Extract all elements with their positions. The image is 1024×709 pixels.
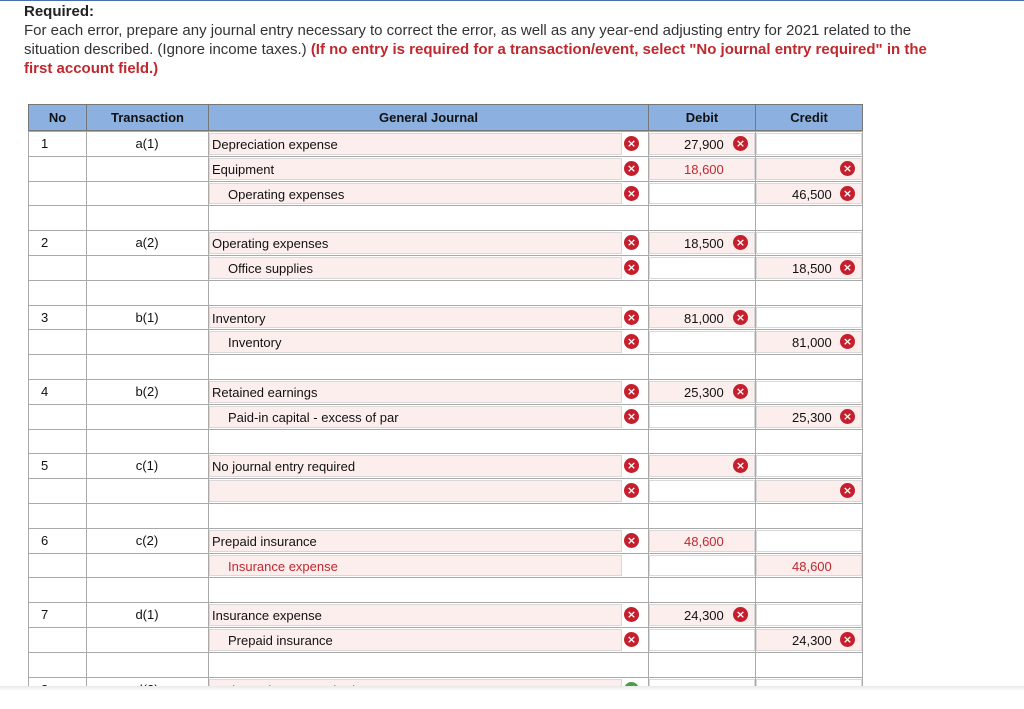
column-divider	[86, 131, 87, 686]
column-divider	[28, 131, 29, 686]
error-x-icon: ×	[624, 458, 639, 473]
row-divider	[28, 404, 862, 405]
transaction-label: a(1)	[135, 136, 159, 151]
row-divider	[28, 255, 862, 256]
debit-amount: 48,600	[684, 534, 724, 549]
entry-number: 5	[41, 458, 49, 473]
credit-amount: 81,000	[792, 335, 832, 350]
row-divider	[28, 280, 862, 281]
error-x-icon: ×	[733, 384, 748, 399]
debit-amount: 81,000	[684, 311, 724, 326]
account-name: Office supplies	[228, 261, 314, 276]
scroll-fade	[0, 686, 1024, 709]
col-journal-header: General Journal	[208, 104, 649, 131]
col-credit-header: Credit	[755, 104, 863, 131]
error-x-icon: ×	[624, 607, 639, 622]
row-divider	[28, 677, 862, 678]
account-field[interactable]	[209, 480, 622, 502]
row-divider	[28, 354, 862, 355]
entry-number: 7	[41, 607, 49, 622]
col-transaction-header: Transaction	[86, 104, 209, 131]
row-divider	[28, 305, 862, 306]
error-x-icon: ×	[840, 260, 855, 275]
required-heading: Required:	[24, 3, 95, 20]
error-x-icon: ×	[624, 136, 639, 151]
error-x-icon: ×	[733, 235, 748, 250]
row-divider	[28, 230, 862, 231]
error-x-icon: ×	[733, 607, 748, 622]
account-name: Insurance expense	[228, 559, 338, 574]
col-debit-header: Debit	[648, 104, 756, 131]
entry-number: 4	[41, 384, 49, 399]
error-x-icon: ×	[624, 334, 639, 349]
credit-amount: 46,500	[792, 187, 832, 202]
entry-number: 2	[41, 235, 49, 250]
row-divider	[28, 553, 862, 554]
account-name: Insurance expense	[212, 608, 322, 623]
account-name: No journal entry required	[212, 459, 356, 474]
row-divider	[28, 379, 862, 380]
row-divider	[28, 181, 862, 182]
debit-field[interactable]	[649, 257, 755, 279]
transaction-label: b(2)	[135, 384, 159, 399]
row-divider	[28, 131, 862, 132]
account-name: Inventory	[228, 335, 282, 350]
instructions-line-2	[24, 40, 1024, 59]
row-divider	[28, 453, 862, 454]
entry-number: 6	[41, 533, 49, 548]
row-divider	[28, 627, 862, 628]
row-divider	[28, 478, 862, 479]
error-x-icon: ×	[624, 161, 639, 176]
account-name: Paid-in capital - excess of par	[228, 410, 399, 425]
credit-field[interactable]	[756, 604, 862, 626]
row-divider	[28, 503, 862, 504]
entry-number: 3	[41, 310, 49, 325]
account-name: Operating expenses	[212, 236, 329, 251]
error-x-icon: ×	[840, 161, 855, 176]
error-x-icon: ×	[624, 235, 639, 250]
error-x-icon: ×	[624, 310, 639, 325]
account-name: Prepaid insurance	[228, 633, 333, 648]
instructions-line-3: first account field.)	[24, 60, 159, 77]
transaction-label: a(2)	[135, 235, 159, 250]
credit-amount: 24,300	[792, 633, 832, 648]
error-x-icon: ×	[840, 483, 855, 498]
debit-field[interactable]	[649, 629, 755, 651]
transaction-label: b(1)	[135, 310, 159, 325]
row-divider	[28, 652, 862, 653]
account-name: Operating expenses	[228, 187, 345, 202]
account-name: Retained earnings	[212, 385, 318, 400]
debit-field[interactable]	[649, 183, 755, 204]
credit-field[interactable]	[756, 530, 862, 552]
instructions-plain: situation described. (Ignore income taxes.)	[24, 41, 311, 58]
row-divider	[28, 429, 862, 430]
debit-amount: 18,500	[684, 236, 724, 251]
debit-amount: 25,300	[684, 385, 724, 400]
error-x-icon: ×	[733, 136, 748, 151]
transaction-label: c(2)	[135, 533, 159, 548]
credit-field[interactable]	[756, 307, 862, 328]
credit-field[interactable]	[756, 381, 862, 403]
error-x-icon: ×	[840, 186, 855, 201]
top-border	[0, 0, 1024, 1]
credit-amount: 18,500	[792, 261, 832, 276]
credit-amount: 25,300	[792, 410, 832, 425]
error-x-icon: ×	[624, 186, 639, 201]
instructions	[24, 21, 1024, 78]
account-name: Prepaid insurance	[212, 534, 317, 549]
account-name: Inventory	[212, 311, 266, 326]
error-x-icon: ×	[840, 632, 855, 647]
debit-amount: 24,300	[684, 608, 724, 623]
column-divider	[208, 131, 209, 686]
error-x-icon: ×	[624, 260, 639, 275]
debit-amount: 27,900	[684, 137, 724, 152]
credit-amount: 48,600	[792, 559, 832, 574]
account-name: Depreciation expense	[212, 137, 338, 152]
instructions-emphasis: (If no entry is required for a transaction/event, select "No journal entry required" in the	[310, 41, 927, 58]
credit-field[interactable]	[756, 133, 862, 155]
column-divider	[755, 131, 756, 686]
debit-field[interactable]	[649, 555, 755, 576]
error-x-icon: ×	[840, 334, 855, 349]
debit-amount: 18,600	[684, 162, 724, 177]
transaction-label: d(1)	[135, 607, 159, 622]
row-divider	[28, 205, 862, 206]
credit-field[interactable]	[756, 232, 862, 254]
error-x-icon: ×	[840, 409, 855, 424]
column-divider	[862, 131, 863, 686]
error-x-icon: ×	[624, 483, 639, 498]
account-field[interactable]	[209, 307, 622, 328]
error-x-icon: ×	[733, 310, 748, 325]
debit-field[interactable]	[649, 406, 755, 428]
error-x-icon: ×	[624, 409, 639, 424]
error-x-icon: ×	[624, 533, 639, 548]
col-no-header: No	[28, 104, 87, 131]
transaction-label: c(1)	[135, 458, 159, 473]
entry-number: 1	[41, 136, 49, 151]
account-name: Equipment	[212, 162, 275, 177]
debit-field[interactable]	[649, 331, 755, 353]
instructions-line-1: For each error, prepare any journal entry necessary to correct the error, as well as any year-end adjusting entry for 2021 related to the	[24, 22, 912, 39]
column-divider	[648, 131, 649, 686]
credit-field[interactable]	[756, 455, 862, 477]
row-divider	[28, 528, 862, 529]
error-x-icon: ×	[624, 384, 639, 399]
row-divider	[28, 329, 862, 330]
row-divider	[28, 602, 862, 603]
error-x-icon: ×	[624, 632, 639, 647]
row-divider	[28, 577, 862, 578]
error-x-icon: ×	[733, 458, 748, 473]
row-divider	[28, 156, 862, 157]
debit-field[interactable]	[649, 480, 755, 502]
